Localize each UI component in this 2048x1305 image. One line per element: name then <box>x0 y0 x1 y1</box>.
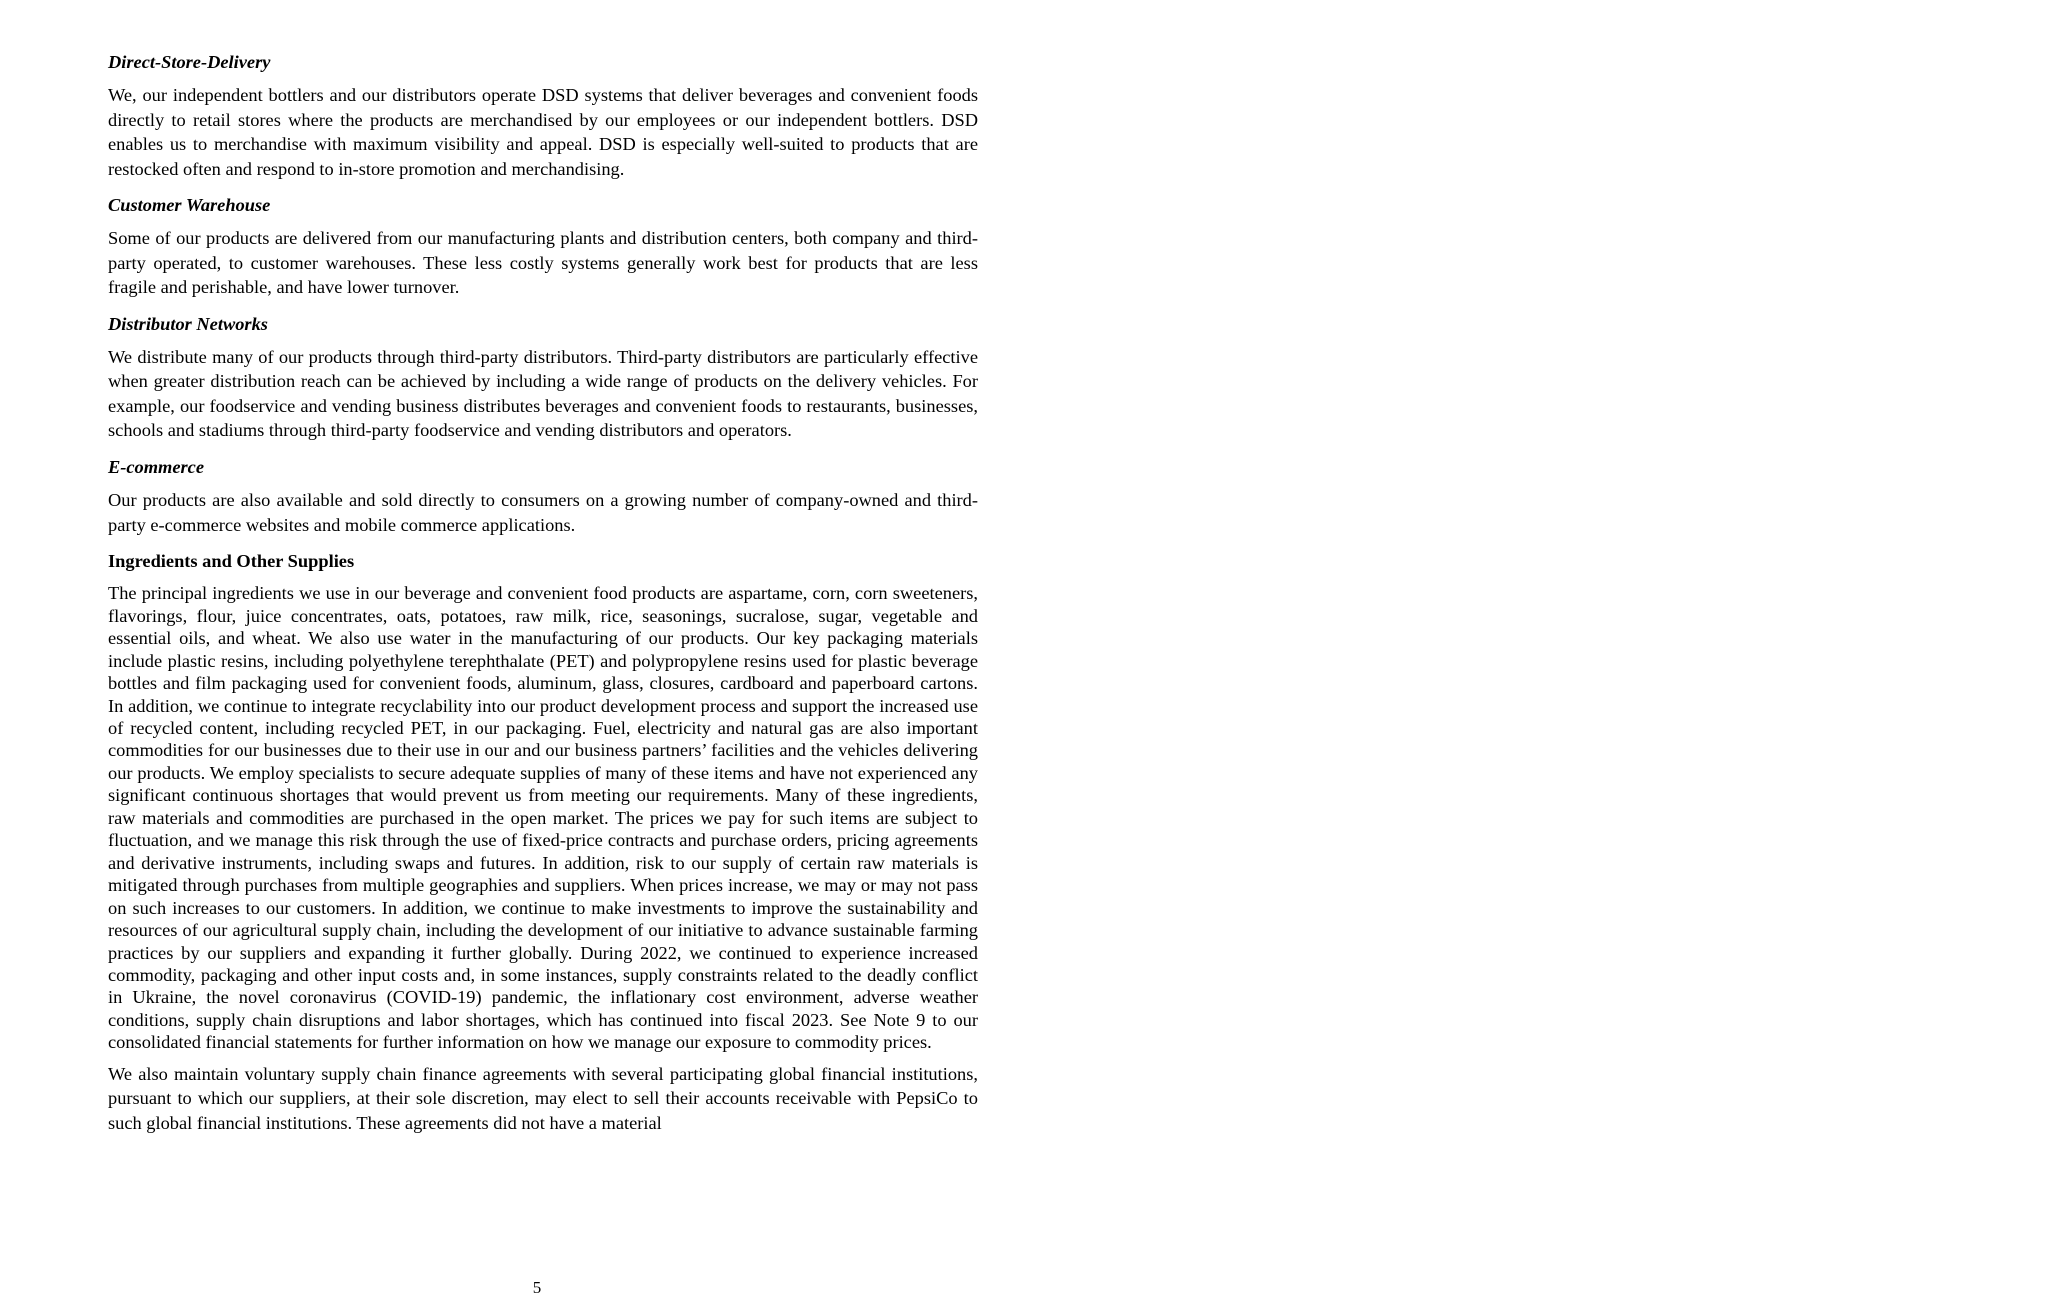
section-heading-ingredients: Ingredients and Other Supplies <box>108 550 355 571</box>
paragraph-e-commerce: Our products are also available and sold directly to consumers on a growing number of company-owned and third-party e-commerce websites and mobile commerce applications. <box>108 490 978 535</box>
paragraph-supply-chain-finance: We also maintain voluntary supply chain finance agreements with several participating global financial institutions, pursuant to which our suppliers, at their sole discretion, may elect to sell their accounts receivable with PepsiCo to such global financial institutions. These agreements did not have a material <box>108 1063 978 1133</box>
paragraph-distributor-networks: We distribute many of our products through third-party distributors. Third-party distributors are particularly effective when greater distribution reach can be achieved by including a wide range of products on the delivery vehicles. For example, our foodservice and vending business distributes beverages and convenient foods to restaurants, businesses, schools and stadiums through third-party foodservice and vending distributors and operators. <box>108 347 978 441</box>
paragraph-customer-warehouse: Some of our products are delivered from our manufacturing plants and distribution centers, both company and third-party operated, to customer warehouses. These less costly systems generally work best for products that are less fragile and perishable, and have lower turnover. <box>108 228 978 298</box>
section-heading-customer-warehouse: Customer Warehouse <box>108 195 271 216</box>
section-heading-direct-store-delivery: Direct-Store-Delivery <box>108 52 271 72</box>
page-number: 5 <box>532 1278 542 1297</box>
document-page <box>108 50 978 1147</box>
paragraph-direct-store-delivery: We, our independent bottlers and our distributors operate DSD systems that deliver beverages and convenient foods directly to retail stores where the products are merchandised by our employees or our independent bottlers. DSD enables us to merchandise with maximum visibility and appeal. DSD is especially well-suited to products that are restocked often and respond to in-store promotion and merchandising. <box>108 85 978 179</box>
section-heading-e-commerce: E-commerce <box>108 456 205 477</box>
section-heading-distributor-networks: Distributor Networks <box>108 313 268 334</box>
paragraph-ingredients: The principal ingredients we use in our beverage and convenient food products are aspartame, corn, corn sweeteners, flavorings, flour, juice concentrates, oats, potatoes, raw milk, rice, seasonings, sucralose, sugar, vegetable and essential oils, and wheat. We also use water in the manufacturing of our products. Our key packaging materials include plastic resins, including polyethylene terephthalate (PET) and polypropylene resins used for plastic beverage bottles and film packaging used for convenient foods, aluminum, glass, closures, cardboard and paperboard cartons. In addition, we continue to integrate recyclability into our product development process and support the increased use of recycled content, including recycled PET, in our packaging. Fuel, electricity and natural gas are also important commodities for our businesses due to their use in our and our business partners’ facilities and the vehicles delivering our products. We employ specialists to secure adequate supplies of many of these items and have not experienced any significant continuous shortages that would prevent us from meeting our requirements. Many of these ingredients, raw materials and commodities are purchased in the open market. The prices we pay for such items are subject to fluctuation, and we manage this risk through the use of fixed-price contracts and purchase orders, pricing agreements and derivative instruments, including swaps and futures. In addition, risk to our supply of certain raw materials is mitigated through purchases from multiple geographies and suppliers. When prices increase, we may or may not pass on such increases to our customers. In addition, we continue to make investments to improve the sustainability and resources of our agricultural supply chain, including the development of our initiative to advance sustainable farming practices by our suppliers and expanding it further globally. During 2022, we continued to experience increased commodity, packaging and other input costs and, in some instances, supply constraints related to the deadly conflict in Ukraine, the novel coronavirus (COVID-19) pandemic, the inflationary cost environment, adverse weather conditions, supply chain disruptions and labor shortages, which has continued into fiscal 2023. See Note 9 to our consolidated financial statements for further information on how we manage our exposure to commodity prices. <box>108 583 978 1053</box>
